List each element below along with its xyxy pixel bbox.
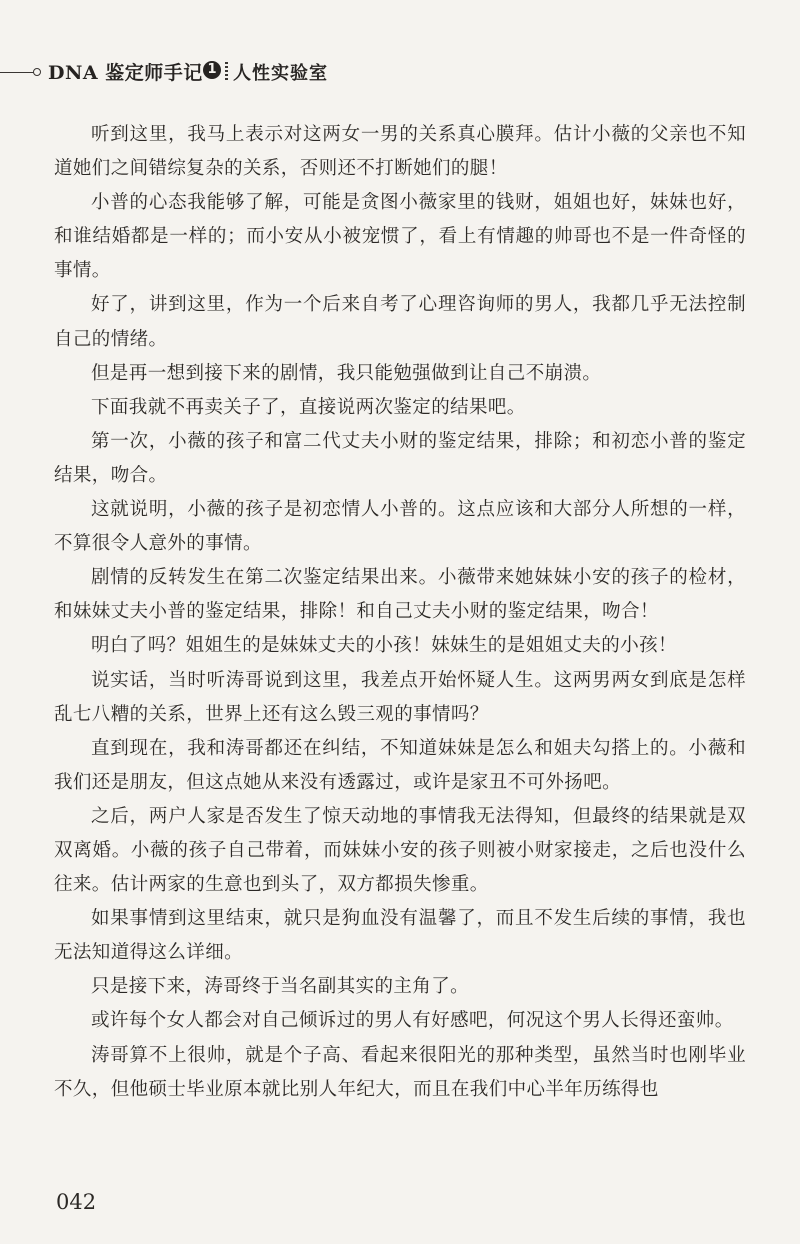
page-number: 042 — [56, 1190, 97, 1214]
header-circle-ornament — [33, 68, 41, 76]
paragraph: 明白了吗？姐姐生的是妹妹丈夫的小孩！妹妹生的是姐姐丈夫的小孩！ — [91, 635, 677, 657]
paragraph: 听到这里，我马上表示对这两女一男的关系真心膜拜。估计小薇的父亲也不知道她们之间错综复杂的关系，否则还不打断她们的腿！ — [54, 124, 746, 180]
paragraph: 只是接下来，涛哥终于当名副其实的主角了。 — [91, 976, 470, 998]
paragraph: 小普的心态我能够了解，可能是贪图小薇家里的钱财，姐姐也好，妹妹也好，和谁结婚都是一样的；而小安从小被宠惯了，看上有情趣的帅哥也不是一件奇怪的事情。 — [54, 192, 746, 282]
paragraph: 这就说明，小薇的孩子是初恋情人小普的。这点应该和大部分人所想的一样，不算很令人意外的事情。 — [54, 499, 746, 555]
paragraph: 如果事情到这里结束，就只是狗血没有温馨了，而且不发生后续的事情，我也无法知道得这么详细。 — [54, 908, 746, 964]
header-rule — [0, 72, 34, 73]
volume-badge: 1 — [203, 61, 221, 79]
paragraph: 直到现在，我和涛哥都还在纠结，不知道妹妹是怎么和姐夫勾搭上的。小薇和我们还是朋友，但这点她从来没有透露过，或许是家丑不可外扬吧。 — [54, 737, 746, 793]
paragraph: 涛哥算不上很帅，就是个子高、看起来很阳光的那种类型，虽然当时也刚毕业不久，但他硕士毕业原本就比别人年纪大，而且在我们中心半年历练得也 — [54, 1044, 746, 1100]
paragraph: 说实话，当时听涛哥说到这里，我差点开始怀疑人生。这两男两女到底是怎样乱七八糟的关系，世界上还有这么毁三观的事情吗？ — [54, 669, 746, 725]
paragraph: 但是再一想到接下来的剧情，我只能勉强做到让自己不崩溃。 — [91, 362, 602, 384]
book-subtitle: 人性实验室 — [233, 63, 328, 84]
header-separator — [225, 62, 228, 80]
paragraph: 第一次，小薇的孩子和富二代丈夫小财的鉴定结果，排除；和初恋小普的鉴定结果，吻合。 — [54, 430, 746, 486]
paragraph: 或许每个女人都会对自己倾诉过的男人有好感吧，何况这个男人长得还蛮帅。 — [91, 1010, 734, 1032]
book-title: DNA 鉴定师手记 — [48, 62, 203, 84]
running-header — [0, 58, 800, 86]
paragraph: 之后，两户人家是否发生了惊天动地的事情我无法得知，但最终的结果就是双双离婚。小薇的孩子自己带着，而妹妹小安的孩子则被小财家接走，之后也没什么往来。估计两家的生意也到头了，双方都损失惨重。 — [54, 805, 746, 896]
paragraph: 好了，讲到这里，作为一个后来自考了心理咨询师的男人，我都几乎无法控制自己的情绪。 — [54, 294, 746, 350]
paragraph: 下面我就不再卖关子了，直接说两次鉴定的结果吧。 — [91, 396, 526, 418]
paragraph: 剧情的反转发生在第二次鉴定结果出来。小薇带来她妹妹小安的孩子的检材，和妹妹丈夫小普的鉴定结果，排除！和自己丈夫小财的鉴定结果，吻合！ — [54, 567, 746, 623]
body-text — [54, 118, 746, 1107]
